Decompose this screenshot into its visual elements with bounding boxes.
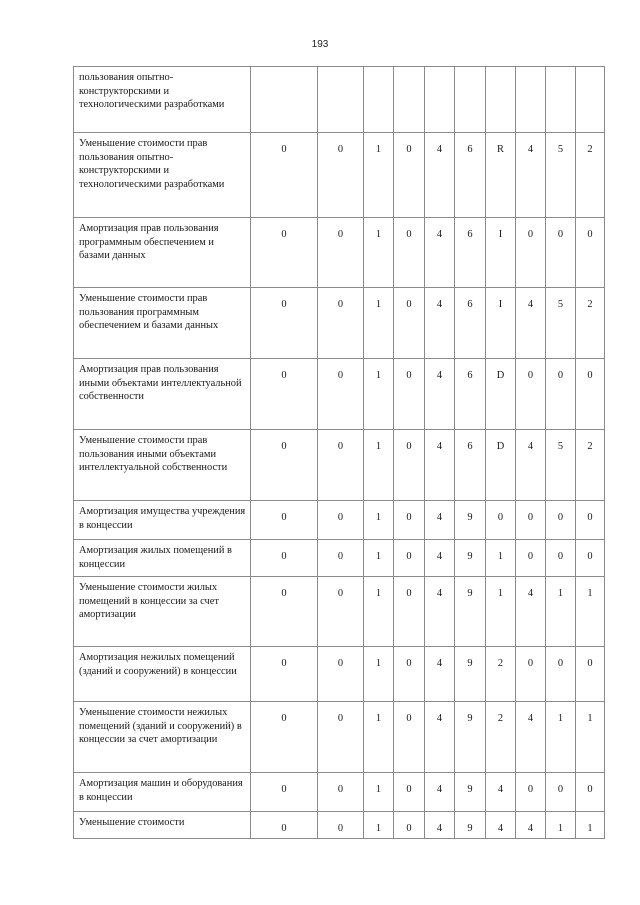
code-digit-5: 4 <box>425 133 455 218</box>
code-digit-2: 0 <box>318 133 364 218</box>
table-row <box>74 647 605 702</box>
code-digit-4: 0 <box>394 501 425 540</box>
code-digit-10 <box>576 67 605 133</box>
code-digit-7: 1 <box>486 540 516 577</box>
code-digit-9: 1 <box>546 577 576 647</box>
code-digit-1: 0 <box>251 577 318 647</box>
code-digit-1: 0 <box>251 288 318 359</box>
row-description: Уменьшение стоимости нежилых помещений (зданий и сооружений) в концессии за счет амортизации <box>74 702 251 773</box>
code-digit-10: 0 <box>576 359 605 430</box>
code-digit-5: 4 <box>425 288 455 359</box>
code-digit-6: 6 <box>455 430 486 501</box>
code-digit-9: 1 <box>546 812 576 839</box>
code-digit-4: 0 <box>394 577 425 647</box>
code-digit-7 <box>486 67 516 133</box>
code-digit-9: 0 <box>546 359 576 430</box>
row-description: Амортизация прав пользования программным обеспечением и базами данных <box>74 218 251 288</box>
code-digit-4: 0 <box>394 359 425 430</box>
code-digit-10: 1 <box>576 812 605 839</box>
code-digit-7: 4 <box>486 773 516 812</box>
code-digit-3: 1 <box>364 133 394 218</box>
table-row <box>74 702 605 773</box>
code-digit-8: 0 <box>516 647 546 702</box>
table-row <box>74 812 605 839</box>
row-description: Амортизация прав пользования иными объектами интеллектуальной собственности <box>74 359 251 430</box>
code-digit-1: 0 <box>251 702 318 773</box>
code-digit-3: 1 <box>364 501 394 540</box>
code-digit-1: 0 <box>251 773 318 812</box>
table-row <box>74 218 605 288</box>
code-digit-8: 4 <box>516 702 546 773</box>
code-digit-3: 1 <box>364 540 394 577</box>
row-description: пользования опытно-конструкторскими и технологическими разработками <box>74 67 251 133</box>
code-digit-8: 4 <box>516 133 546 218</box>
table-row <box>74 577 605 647</box>
row-description: Амортизация машин и оборудования в концессии <box>74 773 251 812</box>
code-digit-10: 0 <box>576 501 605 540</box>
code-digit-9 <box>546 67 576 133</box>
code-digit-3: 1 <box>364 430 394 501</box>
code-digit-5: 4 <box>425 430 455 501</box>
code-digit-2: 0 <box>318 577 364 647</box>
code-digit-7: 2 <box>486 702 516 773</box>
code-digit-1: 0 <box>251 647 318 702</box>
code-digit-3: 1 <box>364 812 394 839</box>
code-digit-6: 6 <box>455 359 486 430</box>
code-digit-1: 0 <box>251 359 318 430</box>
code-digit-2: 0 <box>318 812 364 839</box>
code-digit-3: 1 <box>364 359 394 430</box>
code-digit-4: 0 <box>394 288 425 359</box>
code-digit-4: 0 <box>394 812 425 839</box>
code-digit-7: I <box>486 218 516 288</box>
code-digit-4 <box>394 67 425 133</box>
code-digit-9: 0 <box>546 647 576 702</box>
table-row <box>74 288 605 359</box>
code-digit-2: 0 <box>318 702 364 773</box>
code-digit-4: 0 <box>394 702 425 773</box>
code-digit-10: 2 <box>576 430 605 501</box>
code-digit-2: 0 <box>318 773 364 812</box>
code-digit-10: 2 <box>576 288 605 359</box>
code-digit-10: 0 <box>576 647 605 702</box>
code-digit-1: 0 <box>251 812 318 839</box>
code-digit-7: D <box>486 430 516 501</box>
row-description: Амортизация имущества учреждения в концессии <box>74 501 251 540</box>
code-digit-5: 4 <box>425 702 455 773</box>
code-digit-8: 0 <box>516 540 546 577</box>
code-digit-2 <box>318 67 364 133</box>
row-description: Уменьшение стоимости <box>74 812 251 839</box>
code-digit-6: 9 <box>455 773 486 812</box>
code-digit-10: 0 <box>576 218 605 288</box>
table-row <box>74 501 605 540</box>
code-digit-6: 9 <box>455 577 486 647</box>
code-digit-5: 4 <box>425 359 455 430</box>
code-digit-9: 0 <box>546 773 576 812</box>
code-digit-3: 1 <box>364 218 394 288</box>
table-row <box>74 67 605 133</box>
code-digit-2: 0 <box>318 288 364 359</box>
code-digit-8: 0 <box>516 218 546 288</box>
code-digit-5: 4 <box>425 218 455 288</box>
code-digit-10: 2 <box>576 133 605 218</box>
code-digit-9: 0 <box>546 540 576 577</box>
code-digit-6: 9 <box>455 702 486 773</box>
code-digit-9: 1 <box>546 702 576 773</box>
code-digit-4: 0 <box>394 773 425 812</box>
code-digit-5: 4 <box>425 773 455 812</box>
code-digit-9: 0 <box>546 218 576 288</box>
code-digit-6: 6 <box>455 133 486 218</box>
code-digit-2: 0 <box>318 501 364 540</box>
code-digit-6: 9 <box>455 540 486 577</box>
code-digit-1: 0 <box>251 133 318 218</box>
row-description: Уменьшение стоимости прав пользования программным обеспечением и базами данных <box>74 288 251 359</box>
row-description: Амортизация нежилых помещений (зданий и сооружений) в концессии <box>74 647 251 702</box>
table-row <box>74 359 605 430</box>
code-digit-5 <box>425 67 455 133</box>
code-digit-3: 1 <box>364 577 394 647</box>
code-digit-4: 0 <box>394 647 425 702</box>
code-digit-3: 1 <box>364 773 394 812</box>
code-digit-7: 4 <box>486 812 516 839</box>
code-digit-10: 0 <box>576 773 605 812</box>
code-digit-1 <box>251 67 318 133</box>
code-digit-10: 0 <box>576 540 605 577</box>
code-digit-10: 1 <box>576 702 605 773</box>
code-digit-9: 0 <box>546 501 576 540</box>
code-digit-8: 0 <box>516 501 546 540</box>
code-digit-6 <box>455 67 486 133</box>
code-digit-6: 9 <box>455 501 486 540</box>
code-digit-7: D <box>486 359 516 430</box>
row-description: Уменьшение стоимости прав пользования иными объектами интеллектуальной собственности <box>74 430 251 501</box>
account-code-table <box>73 66 605 839</box>
code-digit-5: 4 <box>425 812 455 839</box>
code-digit-8: 0 <box>516 359 546 430</box>
code-digit-8: 4 <box>516 430 546 501</box>
code-digit-3 <box>364 67 394 133</box>
code-digit-5: 4 <box>425 577 455 647</box>
code-digit-4: 0 <box>394 430 425 501</box>
code-digit-7: I <box>486 288 516 359</box>
code-digit-9: 5 <box>546 288 576 359</box>
code-digit-4: 0 <box>394 540 425 577</box>
code-digit-9: 5 <box>546 133 576 218</box>
code-digit-9: 5 <box>546 430 576 501</box>
code-digit-8: 4 <box>516 577 546 647</box>
code-digit-2: 0 <box>318 359 364 430</box>
code-digit-7: 2 <box>486 647 516 702</box>
code-digit-7: 0 <box>486 501 516 540</box>
code-digit-8: 4 <box>516 288 546 359</box>
code-digit-7: R <box>486 133 516 218</box>
code-digit-1: 0 <box>251 430 318 501</box>
code-digit-2: 0 <box>318 540 364 577</box>
row-description: Уменьшение стоимости жилых помещений в концессии за счет амортизации <box>74 577 251 647</box>
code-digit-8: 0 <box>516 773 546 812</box>
code-digit-3: 1 <box>364 288 394 359</box>
row-description: Уменьшение стоимости прав пользования опытно-конструкторскими и технологическими разработками <box>74 133 251 218</box>
code-digit-2: 0 <box>318 430 364 501</box>
code-digit-6: 6 <box>455 288 486 359</box>
page-number: 193 <box>311 39 329 50</box>
table-row <box>74 773 605 812</box>
code-digit-6: 9 <box>455 647 486 702</box>
table-row <box>74 540 605 577</box>
table-row <box>74 430 605 501</box>
code-digit-8 <box>516 67 546 133</box>
code-digit-7: 1 <box>486 577 516 647</box>
code-digit-1: 0 <box>251 540 318 577</box>
row-description: Амортизация жилых помещений в концессии <box>74 540 251 577</box>
code-digit-6: 9 <box>455 812 486 839</box>
code-digit-5: 4 <box>425 501 455 540</box>
code-digit-10: 1 <box>576 577 605 647</box>
code-digit-4: 0 <box>394 133 425 218</box>
table-row <box>74 133 605 218</box>
code-digit-8: 4 <box>516 812 546 839</box>
code-digit-2: 0 <box>318 218 364 288</box>
code-digit-3: 1 <box>364 647 394 702</box>
code-digit-1: 0 <box>251 218 318 288</box>
code-digit-1: 0 <box>251 501 318 540</box>
code-digit-5: 4 <box>425 647 455 702</box>
code-digit-3: 1 <box>364 702 394 773</box>
code-digit-2: 0 <box>318 647 364 702</box>
code-digit-4: 0 <box>394 218 425 288</box>
code-digit-6: 6 <box>455 218 486 288</box>
code-digit-5: 4 <box>425 540 455 577</box>
